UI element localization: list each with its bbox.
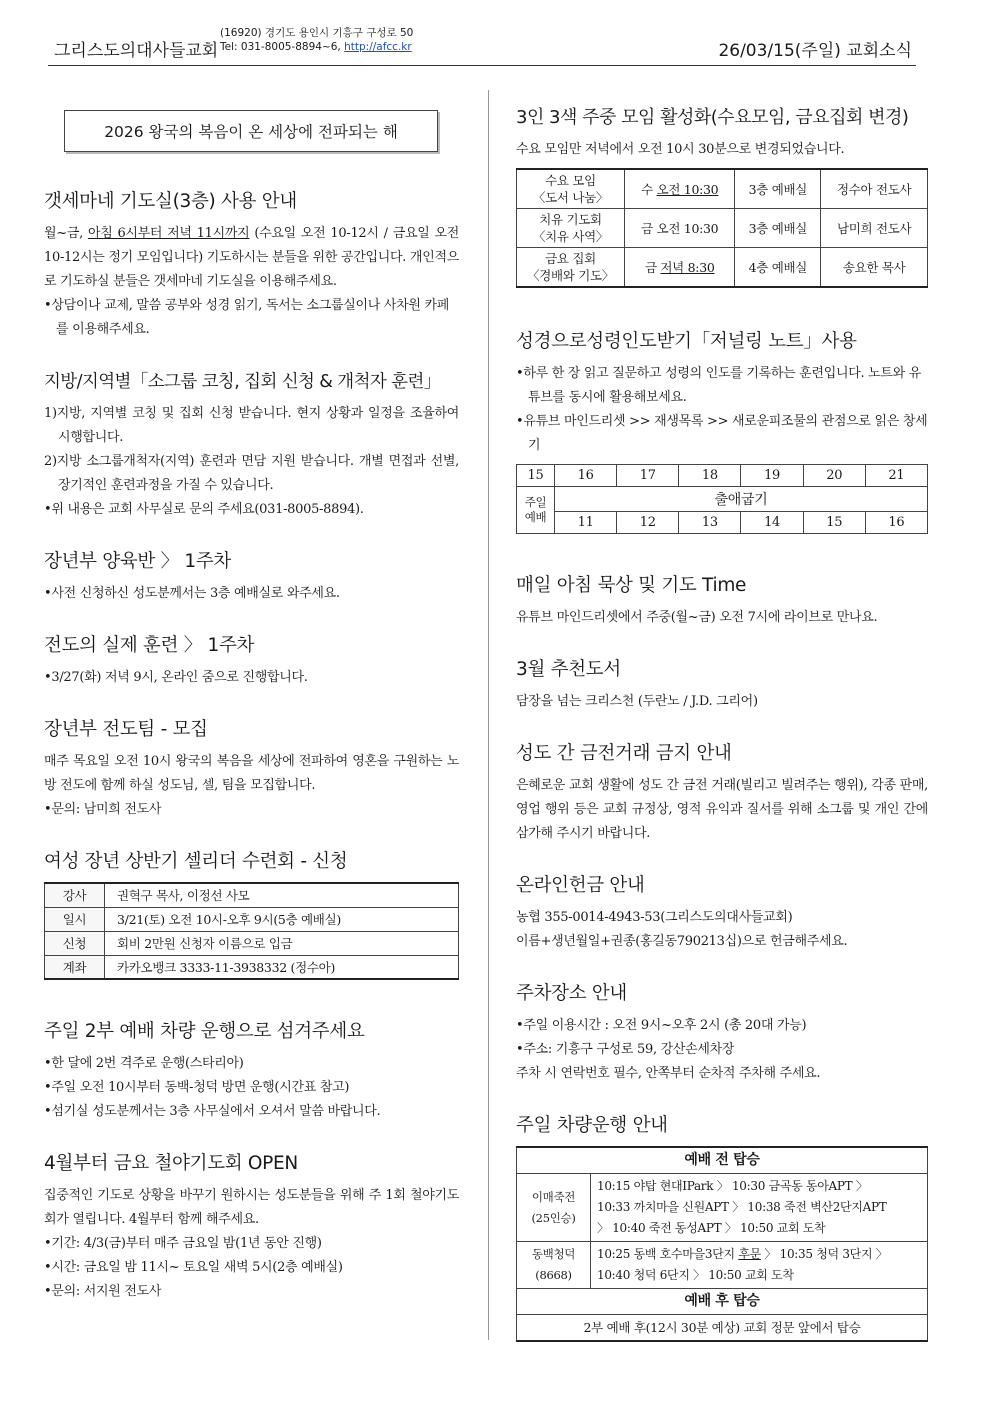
table-header-row (517, 1289, 928, 1315)
website-link[interactable]: http://afcc.kr (344, 41, 412, 53)
retreat-table (44, 882, 459, 980)
car-schedule-table (516, 1146, 928, 1342)
table-header-row (517, 1147, 928, 1174)
calendar-chapter: 14 (741, 512, 803, 534)
route-name: 동백청덕 (531, 1247, 576, 1261)
calendar-dates-row (517, 465, 928, 487)
year-theme-box: 2026 왕국의 복음이 온 세상에 전파되는 해 (64, 110, 438, 152)
meeting-place: 4층 예배실 (735, 248, 821, 288)
account-line: 농협 355-0014-4943-53(그리스도의대사들교회) (516, 910, 793, 925)
label-line: 주일 (524, 495, 547, 509)
bullet-item: •섬기실 성도분께서는 3층 사무실에서 오셔서 말씀 바랍니다. (44, 1104, 381, 1119)
section-title: 주차장소 안내 (516, 983, 628, 1004)
meeting-name-sub: 〈경배와 기도〉 (527, 268, 614, 283)
section-title: 성경으로성령인도받기「저널링 노트」사용 (516, 331, 857, 352)
section-title: 온라인헌금 안내 (516, 875, 645, 896)
friday-prayer-section (44, 1150, 459, 1304)
text: (수요일 오전 10-12시 / 금요일 오전 10-12시는 정기 모임입니다) 기도하시는 분들을 위한 공간입니다. 개인적으로 기도하실 분들은 갯세마네 기도실을 이용해주세요. (44, 226, 459, 289)
route-line (597, 1244, 924, 1265)
tel: Tel: 031-8005-8894~6, (220, 41, 341, 53)
section-body (44, 222, 459, 294)
meeting-leader: 송요한 목사 (821, 248, 928, 288)
table-row (45, 955, 459, 979)
route-stops (591, 1174, 928, 1242)
calendar-chapter: 12 (617, 512, 679, 534)
section-title: 주일 차량운행 안내 (516, 1115, 668, 1136)
parking-section (516, 980, 928, 1086)
before-service-header: 예배 전 탑승 (517, 1147, 928, 1174)
calendar-chapter: 11 (555, 512, 617, 534)
calendar-chapters-row (517, 512, 928, 534)
section-body: 주차 시 연락번호 필수, 안쪽부터 순차적 주차해 주세요. (516, 1066, 821, 1081)
time-text: 금 (644, 259, 661, 275)
route-vehicle: (8668) (535, 1268, 572, 1282)
left-column (44, 110, 459, 1330)
meeting-name-sub: 〈치유 사역〉 (532, 229, 609, 244)
route-line: 10:40 청덕 6단지 〉 10:50 교회 도착 (597, 1268, 794, 1282)
section-title: 장년부 양육반 〉 1주차 (44, 551, 231, 572)
table-row (517, 248, 928, 288)
section-title: 성도 간 금전거래 금지 안내 (516, 743, 732, 764)
page-header (48, 22, 916, 66)
route-vehicle: (25인승) (531, 1210, 576, 1225)
table-value: 3/21(토) 오전 10시-오후 9시(5층 예배실) (105, 907, 459, 931)
calendar-date: 21 (865, 465, 927, 487)
calendar-book-row (517, 487, 928, 512)
table-row (45, 883, 459, 907)
table-key: 일시 (45, 907, 105, 931)
table-row (517, 169, 928, 209)
car-schedule-section (516, 1112, 928, 1342)
table-key: 강사 (45, 883, 105, 907)
label-line: 예배 (524, 510, 547, 524)
meeting-name-sub: 〈도서 나눔〉 (532, 190, 609, 205)
bullet-item: •한 달에 2번 격주로 운행(스타리아) (44, 1056, 244, 1071)
table-key: 계좌 (45, 955, 105, 979)
route-line: 10:15 야탑 현대IPark 〉 10:30 금곡동 동아APT 〉 (597, 1179, 868, 1193)
section-body: 매주 목요일 오전 10시 왕국의 복음을 세상에 전파하여 영혼을 구원하는 노방 전도에 함께 하실 성도님, 셀, 팀을 모집합니다. (44, 754, 459, 793)
meeting-name (517, 209, 625, 248)
route-line: 〉 10:40 죽전 동성APT 〉 10:50 교회 도착 (597, 1221, 826, 1235)
calendar-row-label (517, 487, 555, 534)
prayer-room-section (44, 188, 459, 342)
journaling-section (516, 328, 928, 534)
bullet-item: •주일 오전 10시부터 동백-청덕 방면 운행(시간표 참고) (44, 1080, 350, 1095)
meeting-name-line: 금요 집회 (545, 251, 596, 266)
meeting-time (625, 169, 735, 209)
text: 〉 10:35 청덕 3단지 〉 (760, 1247, 888, 1261)
bullet-item: •문의: 남미희 전도사 (44, 802, 162, 817)
bullet-item: •상담이나 교제, 말씀 공부와 성경 읽기, 독서는 소그룹실이나 사차원 카페를 이용해주세요. (44, 298, 450, 337)
after-service-note: 2부 예배 후(12시 30분 예상) 교회 정문 앞에서 탑승 (517, 1315, 928, 1342)
evangelism-team-section (44, 716, 459, 822)
text-underlined: 후문 (738, 1247, 761, 1261)
right-column (516, 104, 928, 1368)
vehicle-serve-section (44, 1018, 459, 1124)
calendar-date: 19 (741, 465, 803, 487)
morning-section (516, 572, 928, 630)
column-divider (488, 90, 489, 1340)
bullet-item: •사전 신청하신 성도분께서는 3층 예배실로 와주세요. (44, 586, 340, 601)
retreat-section (44, 848, 459, 980)
time-text: 수 (641, 181, 657, 197)
calendar-date: 18 (679, 465, 741, 487)
money-section (516, 740, 928, 846)
bullet-item: •기간: 4/3(금)부터 매주 금요일 밤(1년 동안 진행) (44, 1236, 322, 1251)
church-address-block (220, 26, 413, 54)
book-section (516, 656, 928, 714)
nurture-section (44, 548, 459, 606)
address: (16920) 경기도 용인시 기흥구 구성로 50 (220, 27, 414, 39)
table-value: 카카오뱅크 3333-11-3938332 (정수아) (105, 955, 459, 979)
text: 월~금, (44, 226, 88, 241)
calendar-book: 출애굽기 (555, 487, 928, 512)
text: 10:25 동백 호수마을3단지 (597, 1247, 739, 1261)
table-row (45, 907, 459, 931)
meeting-leader: 정수아 전도사 (821, 169, 928, 209)
route-label (517, 1174, 591, 1242)
meeting-time (625, 209, 735, 248)
midweek-section (516, 104, 928, 288)
meeting-name-line: 수요 모임 (545, 173, 596, 188)
after-service-header: 예배 후 탑승 (517, 1289, 928, 1315)
bullet-item: •주소: 기흥구 구성로 59, 강산손세차장 (516, 1042, 735, 1057)
numbered-item: 1)지방, 지역별 코칭 및 집회 신청 받습니다. 현지 상황과 일정을 조율하여 시행합니다. (44, 406, 459, 445)
time-underlined: 오전 10:30 (656, 181, 719, 197)
bullet-item: •하루 한 장 읽고 질문하고 성령의 인도를 기록하는 훈련입니다. 노트와 유튜브를 동시에 활용해보세요. (516, 366, 922, 405)
route-row (517, 1242, 928, 1289)
section-note: 수요 모임만 저녁에서 오전 10시 30분으로 변경되었습니다. (516, 142, 845, 157)
calendar-chapter: 13 (679, 512, 741, 534)
section-body: 집중적인 기도로 상황을 바꾸기 원하시는 성도분들을 위해 주 1회 철야기도회가 열립니다. 4월부터 함께 해주세요. (44, 1188, 459, 1227)
section-body: 은혜로운 교회 생활에 성도 간 금전 거래(빌리고 빌려주는 행위), 각종 판매, 영업 행위 등은 교회 규정상, 영적 유익과 질서를 위해 소그룹 및 개인 간에 삼가해 주시기 바랍니다. (516, 778, 928, 841)
table-row (517, 209, 928, 248)
table-row (517, 1315, 928, 1342)
church-name: 그리스도의대사들교회 (54, 41, 219, 61)
section-body: 유튜브 마인드리셋에서 주중(월~금) 오전 7시에 라이브로 만나요. (516, 610, 878, 625)
section-title: 지방/지역별「소그룹 코칭, 집회 신청 & 개척자 훈련」 (44, 372, 441, 392)
section-body: 담장을 넘는 크리스천 (두란노 / J.D. 그리어) (516, 694, 758, 709)
section-title: 여성 장년 상반기 셀리더 수련회 - 신청 (44, 851, 348, 872)
meeting-name-line: 치유 기도회 (539, 212, 602, 227)
calendar-date: 20 (803, 465, 865, 487)
meeting-leader: 남미희 전도사 (821, 209, 928, 248)
section-title: 매일 아침 묵상 및 기도 Time (516, 575, 747, 596)
meeting-place: 3층 예배실 (735, 169, 821, 209)
calendar-date: 15 (517, 465, 555, 487)
section-title: 주일 2부 예배 차량 운행으로 섬겨주세요 (44, 1021, 365, 1042)
meeting-place: 3층 예배실 (735, 209, 821, 248)
section-title: 장년부 전도팀 - 모집 (44, 719, 208, 740)
bullet-item: •위 내용은 교회 사무실로 문의 주세요(031-8005-8894). (44, 502, 364, 517)
online-offering-section (516, 872, 928, 954)
time-underlined: 저녁 8:30 (660, 259, 715, 275)
evangelism-training-section (44, 632, 459, 690)
bullet-item: •문의: 서지원 전도사 (44, 1284, 162, 1299)
table-row (45, 931, 459, 955)
coaching-section (44, 368, 459, 522)
section-title: 전도의 실제 훈련 〉 1주차 (44, 635, 255, 656)
bullet-item: •주일 이용시간 : 오전 9시~오후 2시 (총 20대 가능) (516, 1018, 807, 1033)
section-title: 4월부터 금요 철야기도회 OPEN (44, 1153, 298, 1174)
section-title: 3인 3색 주중 모임 활성화(수요모임, 금요집회 변경) (516, 107, 909, 128)
route-row (517, 1174, 928, 1242)
numbered-item: 2)지방 소그룹개척자(지역) 훈련과 면담 지원 받습니다. 개별 면접과 선별, 장기적인 훈련과정을 가질 수 있습니다. (44, 454, 459, 493)
time-text: 금 오전 10:30 (641, 220, 719, 236)
instruction-line: 이름+생년월일+권종(홍길동790213십)으로 헌금해주세요. (516, 934, 848, 949)
meeting-time (625, 248, 735, 288)
bullet-item: •유튜브 마인드리셋 >> 재생목록 >> 새로운피조물의 관점으로 읽은 창세기 (516, 414, 928, 453)
route-name: 이매죽전 (531, 1189, 576, 1204)
bullet-item: •시간: 금요일 밤 11시~ 토요일 새벽 5시(2층 예배실) (44, 1260, 343, 1275)
contact-line (220, 40, 413, 54)
text-underlined: 아침 6시부터 저녁 11시까지 (87, 226, 250, 241)
section-title: 3월 추천도서 (516, 659, 621, 680)
calendar-date: 16 (555, 465, 617, 487)
table-value: 권혁구 목사, 이정선 사모 (105, 883, 459, 907)
meeting-name (517, 169, 625, 209)
reading-calendar (516, 464, 928, 534)
table-value: 회비 2만원 신청자 이름으로 입금 (105, 931, 459, 955)
route-line: 10:33 까치마을 신원APT 〉 10:38 죽전 벽산2단지APT (597, 1200, 887, 1214)
meeting-name (517, 248, 625, 288)
bullet-item: •3/27(화) 저녁 9시, 온라인 줌으로 진행합니다. (44, 670, 308, 685)
calendar-date: 17 (617, 465, 679, 487)
bulletin-date-title: 26/03/15(주일) 교회소식 (718, 41, 912, 61)
calendar-chapter: 15 (803, 512, 865, 534)
section-title: 갯세마네 기도실(3층) 사용 안내 (44, 191, 297, 212)
table-key: 신청 (45, 931, 105, 955)
midweek-table (516, 168, 928, 288)
route-label (517, 1242, 591, 1289)
calendar-chapter: 16 (865, 512, 927, 534)
route-stops (591, 1242, 928, 1289)
